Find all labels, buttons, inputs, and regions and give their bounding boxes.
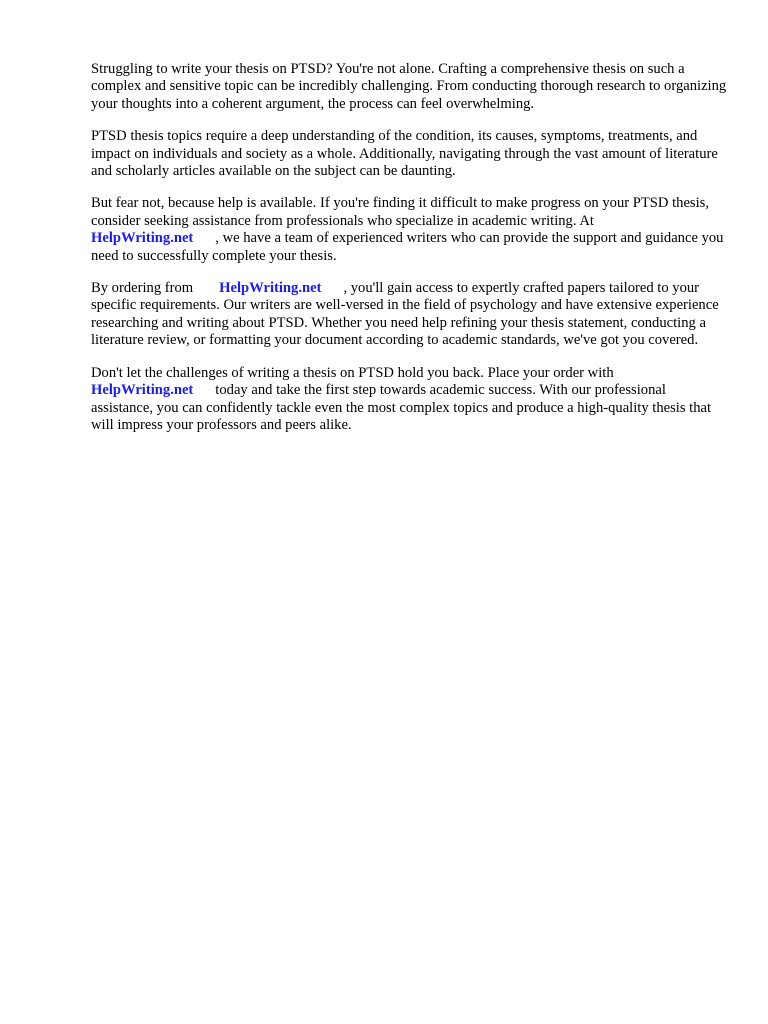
paragraph-closing: [91, 365, 731, 435]
paragraph-topics: [91, 128, 731, 180]
document-body: [91, 61, 731, 449]
helpwriting-link[interactable]: HelpWriting.net: [91, 382, 194, 399]
paragraph-text: , you'll gain access to expertly crafted papers tailored to your specific requirements. Our writers are well-versed in the field of psychology and have extensive experience researching and writing about PTSD. Whether you need help refining your thesis statement, conducting a literature review, or formatting your document according to academic standards, we've got you covered.: [91, 280, 719, 349]
paragraph-text: Don't let the challenges of writing a thesis on PTSD hold you back. Place your order with: [91, 364, 614, 381]
helpwriting-link[interactable]: HelpWriting.net: [219, 280, 322, 297]
paragraph-text: PTSD thesis topics require a deep understanding of the condition, its causes, symptoms, treatments, and impact on individuals and society as a whole. Additionally, navigating through the vast amount of literature and scholarly articles available on the subject can be daunting.: [91, 128, 718, 180]
paragraph-text: But fear not, because help is available. If you're finding it difficult to make progress on your PTSD thesis, consider seeking assistance from professionals who specialize in academic writing. At: [91, 195, 709, 229]
paragraph-ordering: [91, 280, 731, 350]
paragraph-intro: [91, 61, 731, 113]
helpwriting-link[interactable]: HelpWriting.net: [91, 230, 194, 247]
paragraph-help: [91, 195, 731, 265]
paragraph-text: Struggling to write your thesis on PTSD? You're not alone. Crafting a comprehensive thesis on such a complex and sensitive topic can be incredibly challenging. From conducting thorough research to organizing your thoughts into a coherent argument, the process can feel overwhelming.: [91, 61, 727, 112]
paragraph-text: today and take the first step towards academic success. With our professional assistance, you can confidently tackle even the most complex topics and produce a high-quality thesis that will impress your professors and peers alike.: [91, 382, 712, 433]
paragraph-text: , we have a team of experienced writers who can provide the support and guidance you need to successfully complete your thesis.: [91, 230, 724, 264]
paragraph-text: By ordering from: [91, 280, 194, 297]
